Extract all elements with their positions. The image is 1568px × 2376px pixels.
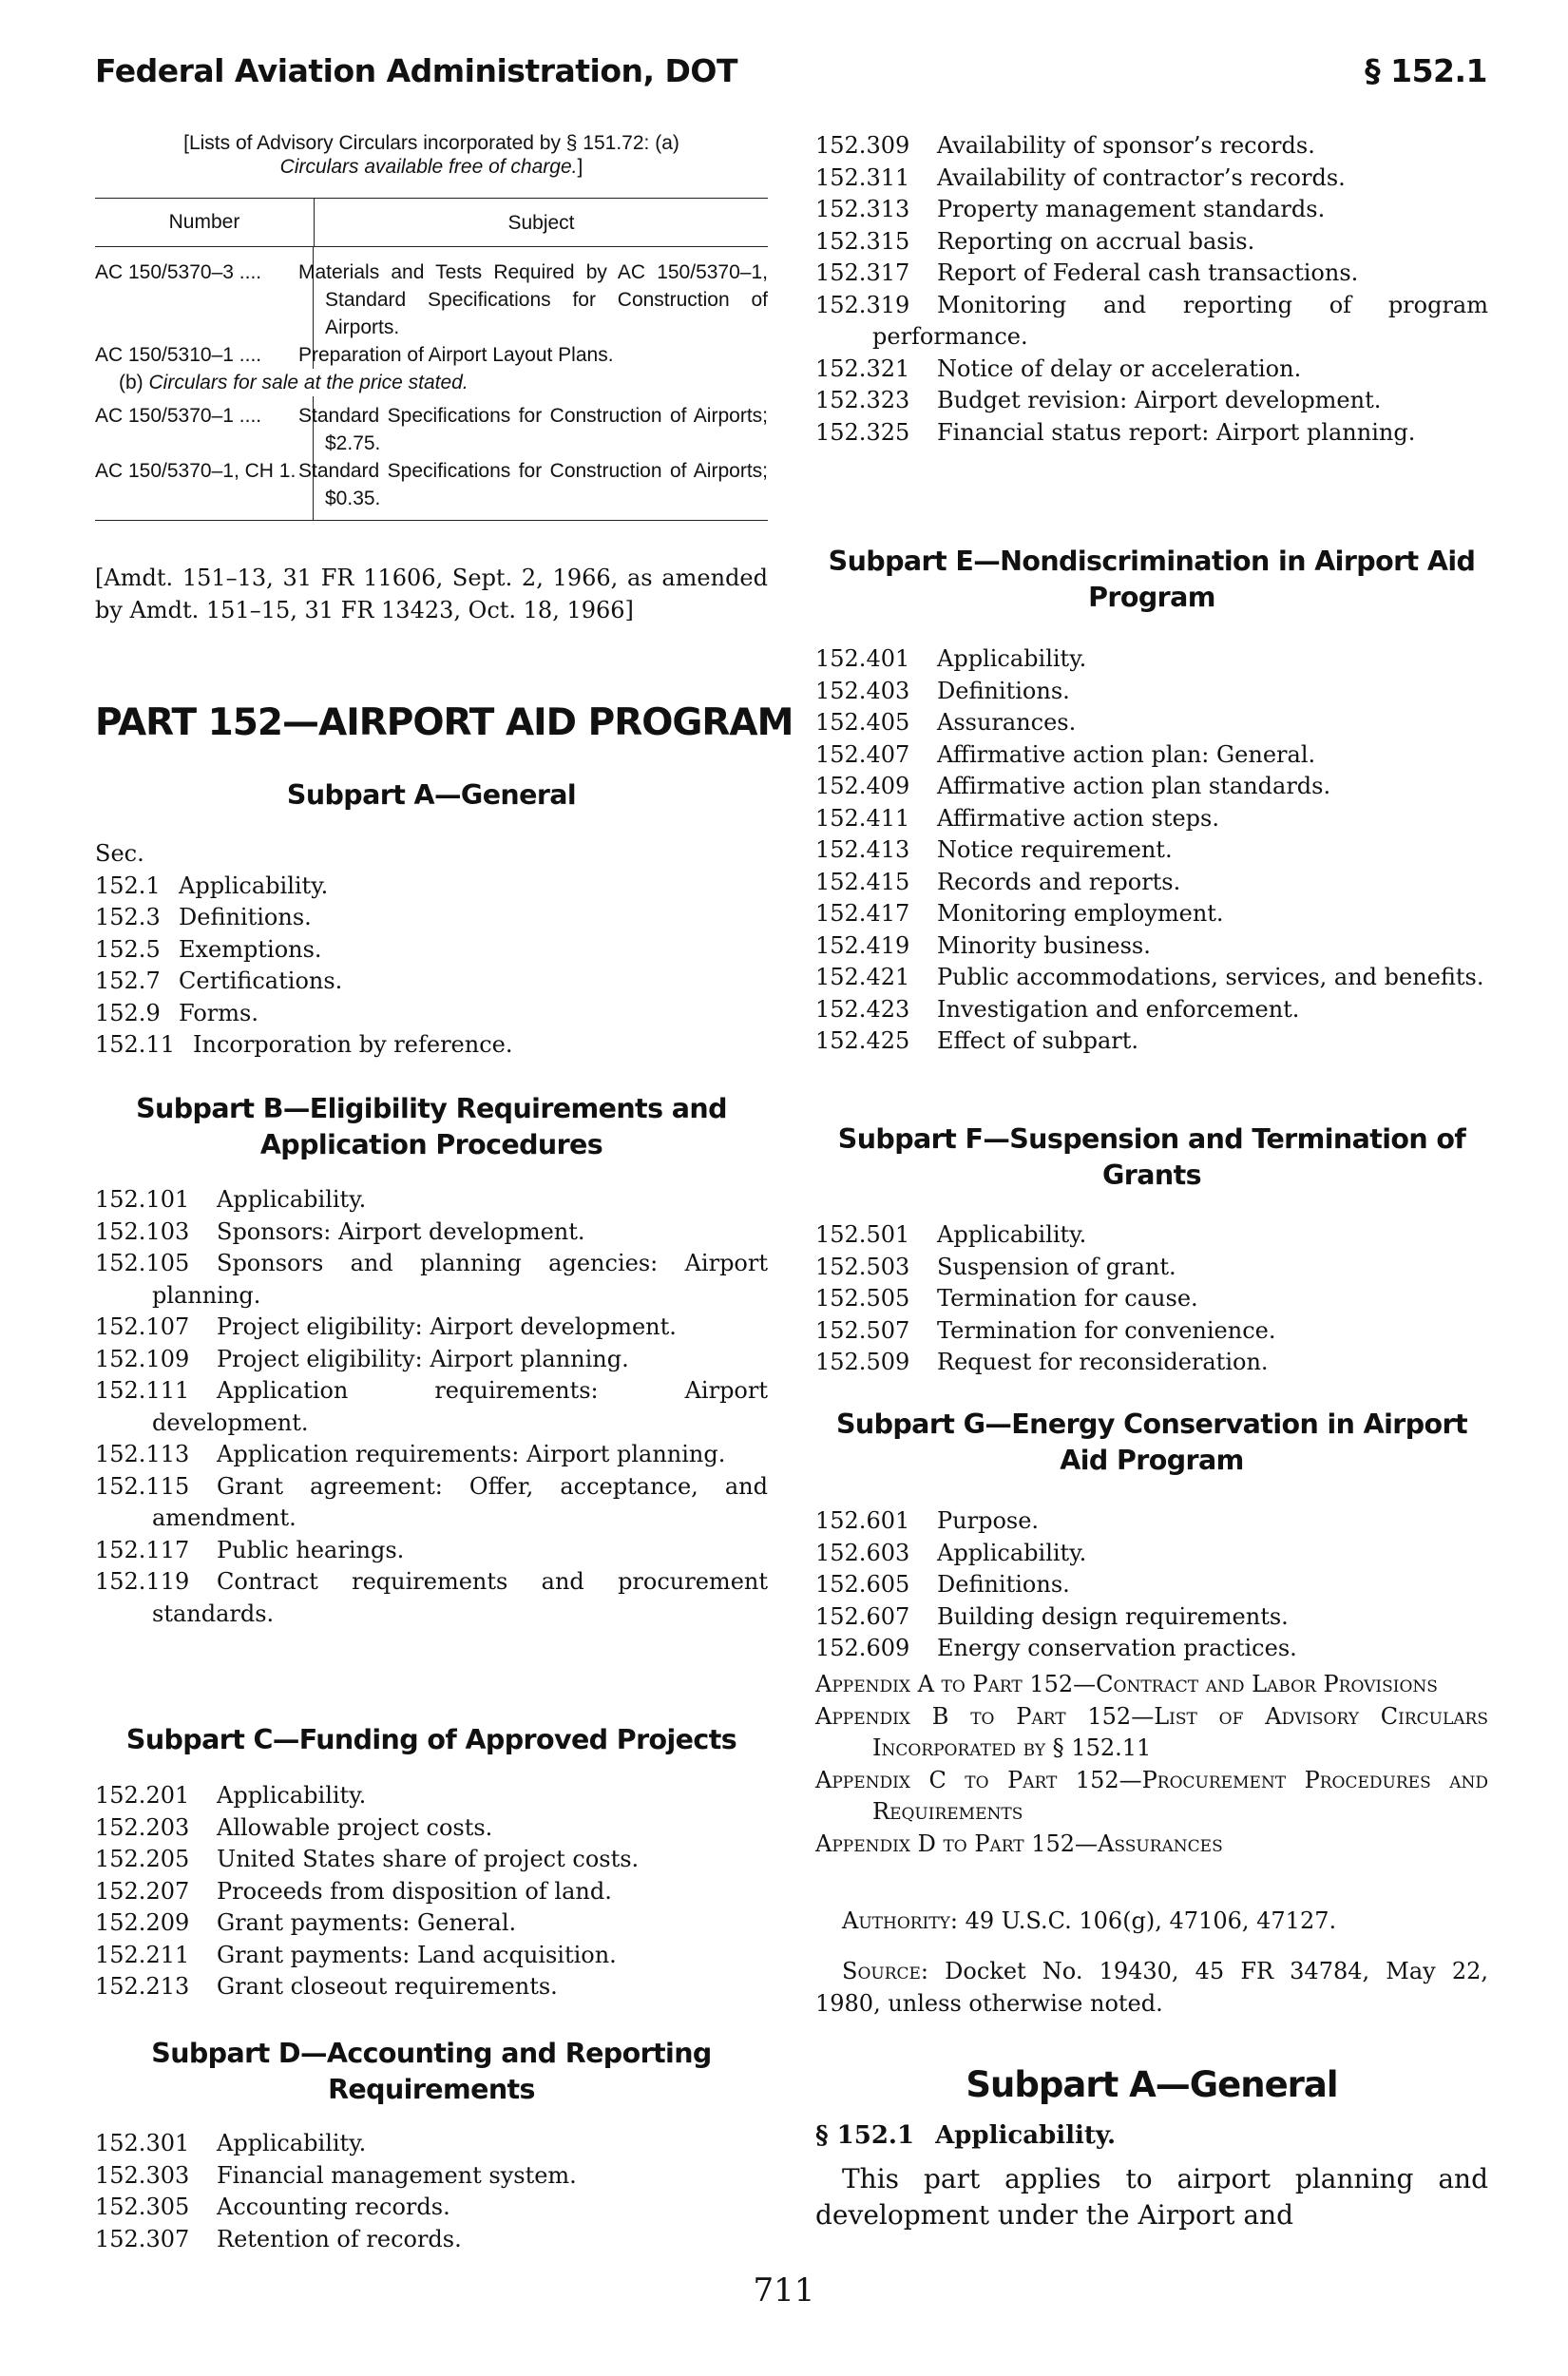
toc-item[interactable] — [95, 1312, 768, 1344]
section-number: 152.211 — [95, 1941, 190, 1968]
body-subpart-heading: Subpart A—General — [966, 2064, 1338, 2105]
section-title: Assurances. — [937, 709, 1077, 736]
section-title: Investigation and enforcement. — [937, 995, 1300, 1023]
section-title: Applicability. — [937, 1221, 1087, 1248]
section-number: 152.11 — [95, 1031, 175, 1058]
section-number: 152.421 — [815, 964, 910, 990]
table-bottom-rule — [95, 520, 768, 521]
section-number: 152.313 — [815, 196, 910, 222]
section-title: Forms. — [179, 999, 258, 1026]
section-number: 152.311 — [815, 163, 910, 191]
toc-item[interactable] — [815, 676, 1488, 708]
section-number: 152.505 — [815, 1285, 910, 1312]
toc-item[interactable] — [95, 1217, 768, 1249]
toc-item[interactable] — [815, 163, 1488, 195]
subpart-a-heading: Subpart A—General — [286, 779, 577, 811]
section-title: Grant closeout requirements. — [217, 1973, 558, 2000]
circular-subject: Materials and Tests Required by AC 150/5370–1, Standard Specifications for Construction of Airports. — [298, 261, 768, 338]
section-number: 152.1 — [95, 872, 161, 899]
section-number: 152.407 — [815, 740, 910, 768]
toc-item[interactable] — [95, 1248, 768, 1312]
circular-subject: Standard Specifications for Construction of Airports; $2.75. — [298, 405, 768, 454]
toc-item[interactable] — [95, 1029, 768, 1062]
subpart-b-heading — [95, 1091, 768, 1163]
circular-number: AC 150/5370–1 .... — [95, 402, 314, 457]
section-number: 152.303 — [95, 2161, 190, 2189]
circular-number: AC 150/5370–3 .... — [95, 259, 314, 341]
circular-subject: Standard Specifications for Construction of Airports; $0.35. — [298, 460, 768, 509]
section-title: Termination for cause. — [937, 1285, 1198, 1312]
section-title: Applicability. — [217, 1782, 367, 1809]
section-heading — [815, 2121, 1488, 2150]
toc-item[interactable] — [815, 1538, 1488, 1570]
section-number: 152.501 — [815, 1221, 910, 1248]
toc-item[interactable] — [95, 1780, 768, 1812]
page-number: 711 — [753, 2271, 815, 2309]
section-number: 152.3 — [95, 904, 161, 930]
section-title: Records and reports. — [937, 868, 1181, 895]
section-number: 152.305 — [95, 2194, 190, 2220]
toc-item[interactable] — [815, 930, 1488, 963]
section-number: 152.403 — [815, 677, 910, 704]
section-number: 152.413 — [815, 836, 910, 863]
toc-subpart-b — [95, 1184, 768, 1630]
section-title: Notice requirement. — [937, 836, 1173, 863]
section-title: Certifications. — [179, 968, 343, 994]
subpart-e-title-line2: Program — [1088, 582, 1215, 613]
section-number: 152.415 — [815, 868, 910, 895]
section-title: Applicability. — [937, 645, 1087, 672]
section-title: Energy conservation practices. — [937, 1635, 1297, 1661]
section-title: Exemptions. — [179, 935, 322, 963]
section-title: Accounting records. — [217, 2194, 450, 2220]
toc-subpart-d-part2 — [815, 130, 1488, 449]
circular-subject: Preparation of Airport Layout Plans. — [298, 344, 614, 366]
section-title: Definitions. — [179, 904, 312, 930]
section-number: 152.317 — [815, 259, 910, 286]
subpart-f-title-line2: Grants — [1102, 1159, 1201, 1191]
toc-item[interactable] — [815, 867, 1488, 899]
section-title: Application requirements: Airport development. — [152, 1377, 768, 1436]
section-number: 152.325 — [815, 418, 910, 446]
toc-item[interactable] — [815, 1315, 1488, 1348]
section-title: Affirmative action plan: General. — [937, 740, 1316, 768]
toc-item[interactable] — [815, 1569, 1488, 1601]
subpart-g-title-line1: Subpart G—Energy Conservation in Airport — [835, 1408, 1468, 1440]
section-number: 152.309 — [815, 132, 910, 159]
toc-item[interactable] — [815, 803, 1488, 835]
section-title: Applicability. — [935, 2121, 1117, 2150]
subpart-g-heading — [815, 1407, 1488, 1479]
toc-item[interactable] — [815, 354, 1488, 386]
toc-item[interactable] — [95, 998, 768, 1030]
section-number: § 152.1 — [815, 2121, 915, 2150]
section-title: Notice of delay or acceleration. — [937, 354, 1302, 382]
section-title: Purpose. — [937, 1507, 1040, 1534]
toc-item[interactable] — [95, 1439, 768, 1471]
section-title: Public hearings. — [217, 1536, 405, 1563]
section-title: Application requirements: Airport planning. — [217, 1441, 726, 1467]
section-number: 152.409 — [815, 773, 910, 799]
section-title: Minority business. — [937, 931, 1151, 959]
section-title: Financial status report: Airport planning. — [937, 418, 1416, 446]
section-title: Sponsors and planning agencies: Airport planning. — [152, 1250, 768, 1309]
section-title: Incorporation by reference. — [193, 1031, 513, 1058]
source-note — [815, 1956, 1488, 2020]
subsection-label: (b) — [119, 372, 143, 393]
section-number: 152.507 — [815, 1316, 910, 1344]
toc-subpart-c — [95, 1780, 768, 2003]
toc-item[interactable] — [815, 994, 1488, 1026]
section-number: 152.601 — [815, 1507, 910, 1534]
section-number: 152.315 — [815, 227, 910, 255]
subpart-d-title-line1: Subpart D—Accounting and Reporting — [151, 2038, 712, 2069]
toc-item[interactable] — [815, 643, 1488, 676]
toc-item[interactable] — [95, 2192, 768, 2224]
toc-item[interactable] — [815, 739, 1488, 772]
section-number: 152.301 — [95, 2130, 190, 2156]
subpart-d-title-line2: Requirements — [328, 2074, 535, 2105]
section-title: Definitions. — [937, 1571, 1070, 1598]
table-row — [95, 259, 768, 341]
subpart-e-heading — [815, 544, 1488, 616]
section-number: 152.117 — [95, 1536, 190, 1563]
section-title: Public accommodations, services, and benefits. — [937, 964, 1484, 990]
toc-item[interactable] — [815, 771, 1488, 803]
section-number: 152.425 — [815, 1027, 910, 1054]
section-number: 152.321 — [815, 354, 910, 382]
toc-item[interactable] — [95, 1471, 768, 1535]
toc-item[interactable] — [95, 902, 768, 934]
section-number: 152.319 — [815, 291, 910, 318]
section-number: 152.5 — [95, 935, 161, 963]
subpart-g-title-line2: Aid Program — [1060, 1445, 1244, 1476]
section-title: Grant agreement: Offer, acceptance, and amendment. — [152, 1472, 768, 1531]
section-number: 152.9 — [95, 999, 161, 1026]
circular-number: AC 150/5310–1 .... — [95, 341, 314, 369]
section-number: 152.7 — [95, 968, 161, 994]
toc-item[interactable] — [95, 1812, 768, 1845]
section-number: 152.105 — [95, 1250, 190, 1276]
section-number: 152.209 — [95, 1909, 190, 1936]
section-title: Monitoring employment. — [937, 900, 1224, 927]
sec-label: Sec. — [95, 840, 144, 867]
table-caption — [95, 131, 768, 179]
toc-item[interactable] — [815, 1252, 1488, 1284]
source-text: Docket No. 19430, 45 FR 34784, May 22, 1980, unless otherwise noted. — [815, 1958, 1488, 2017]
section-title: Property management standards. — [937, 196, 1326, 222]
section-number: 152.323 — [815, 387, 910, 413]
section-title: Request for reconsideration. — [937, 1349, 1269, 1375]
section-number: 152.503 — [815, 1253, 910, 1280]
table-row — [95, 402, 768, 457]
section-number: 152.111 — [95, 1377, 190, 1404]
toc-item[interactable] — [95, 1971, 768, 2003]
toc-item[interactable] — [815, 707, 1488, 739]
section-title: Availability of contractor’s records. — [937, 163, 1346, 191]
toc-item[interactable] — [815, 417, 1488, 450]
section-title: Applicability. — [217, 1186, 367, 1213]
amendment-note: [Amdt. 151–13, 31 FR 11606, Sept. 2, 1966, as amended by Amdt. 151–15, 31 FR 13423, Oct. 18, 1966] — [95, 565, 768, 623]
section-paragraph: This part applies to airport planning and development under the Airport and — [815, 2163, 1488, 2231]
section-title: Building design requirements. — [937, 1602, 1289, 1630]
authority-text: 49 U.S.C. 106(g), 47106, 47127. — [965, 1907, 1337, 1934]
toc-item[interactable] — [815, 194, 1488, 226]
subpart-d-heading — [95, 2036, 768, 2108]
toc-item[interactable] — [815, 226, 1488, 259]
section-title: Applicability. — [217, 2130, 367, 2156]
section-title: Suspension of grant. — [937, 1253, 1176, 1280]
running-header-agency: Federal Aviation Administration, DOT — [95, 52, 737, 89]
toc-item[interactable] — [815, 1347, 1488, 1379]
authority-note — [815, 1906, 1488, 1938]
toc-appendices — [815, 1669, 1488, 1860]
subpart-b-title-line1: Subpart B—Eligibility Requirements and — [136, 1093, 727, 1124]
section-number: 152.603 — [815, 1539, 910, 1566]
section-number: 152.101 — [95, 1186, 190, 1213]
table-subsection-b — [95, 369, 768, 396]
toc-item[interactable] — [95, 2160, 768, 2193]
toc-item[interactable] — [95, 1907, 768, 1940]
section-title: Grant payments: Land acquisition. — [217, 1941, 617, 1968]
toc-item[interactable] — [815, 898, 1488, 930]
toc-item[interactable] — [95, 1535, 768, 1567]
section-title: Termination for convenience. — [937, 1316, 1276, 1344]
section-title: Sponsors: Airport development. — [217, 1217, 585, 1245]
section-title: Retention of records. — [217, 2225, 462, 2252]
section-number: 152.213 — [95, 1973, 190, 2000]
section-title: Affirmative action steps. — [937, 804, 1219, 832]
toc-item[interactable] — [815, 1283, 1488, 1315]
section-title: Budget revision: Airport development. — [937, 387, 1382, 413]
appendix-d-link[interactable]: Appendix D to Part 152—Assurances — [815, 1830, 1223, 1857]
section-title: Affirmative action plan standards. — [937, 773, 1331, 799]
table-caption-italic: Circulars available free of charge. — [279, 156, 578, 178]
toc-item[interactable] — [95, 871, 768, 903]
section-number: 152.201 — [95, 1782, 190, 1809]
column-header-subject: Subject — [507, 211, 575, 234]
section-title: Project eligibility: Airport planning. — [217, 1345, 629, 1372]
section-title: Financial management system. — [217, 2161, 577, 2189]
advisory-circulars-table — [95, 198, 768, 521]
part-title: PART 152—AIRPORT AID PROGRAM — [95, 701, 794, 744]
section-title: Proceeds from disposition of land. — [217, 1877, 612, 1905]
section-number: 152.203 — [95, 1813, 190, 1841]
authority-label: Authority: — [842, 1907, 958, 1934]
section-number: 152.417 — [815, 900, 910, 927]
subpart-f-heading — [815, 1121, 1488, 1194]
toc-subpart-a — [95, 838, 768, 1062]
circular-number: AC 150/5370–1, CH 1. — [95, 457, 314, 512]
section-title: Availability of sponsor’s records. — [937, 132, 1315, 159]
section-title: Contract requirements and procurement standards. — [152, 1568, 768, 1627]
section-number: 152.607 — [815, 1602, 910, 1630]
appendix-a-link[interactable]: Appendix A to Part 152—Contract and Labor Provisions — [815, 1671, 1438, 1697]
toc-item[interactable] — [95, 934, 768, 967]
toc-item[interactable] — [815, 290, 1488, 354]
column-header-number: Number — [95, 199, 315, 246]
section-number: 152.405 — [815, 709, 910, 736]
subpart-e-title-line1: Subpart E—Nondiscrimination in Airport Aid — [828, 546, 1476, 577]
toc-item[interactable] — [815, 1219, 1488, 1252]
section-number: 152.509 — [815, 1349, 910, 1375]
section-title: United States share of project costs. — [217, 1846, 640, 1872]
toc-subpart-d-part1 — [95, 2128, 768, 2255]
section-number: 152.205 — [95, 1846, 190, 1872]
toc-item[interactable] — [815, 834, 1488, 867]
subsection-italic-text: Circulars for sale at the price stated. — [148, 372, 468, 393]
section-number: 152.307 — [95, 2225, 190, 2252]
section-title: Grant payments: General. — [217, 1909, 517, 1936]
section-number: 152.423 — [815, 995, 910, 1023]
toc-item[interactable] — [815, 962, 1488, 994]
subpart-c-heading: Subpart C—Funding of Approved Projects — [125, 1724, 737, 1755]
section-number: 152.609 — [815, 1635, 910, 1661]
section-title: Definitions. — [937, 677, 1070, 704]
running-header-section: § 152.1 — [1365, 52, 1487, 89]
subpart-f-title-line1: Subpart F—Suspension and Termination of — [837, 1123, 1466, 1155]
toc-item[interactable] — [815, 258, 1488, 290]
toc-item[interactable] — [95, 2224, 768, 2256]
section-number: 152.419 — [815, 931, 910, 959]
section-title: Effect of subpart. — [937, 1027, 1139, 1054]
appendix-b-link[interactable]: Appendix B to Part 152—List of Advisory Circulars Incorporated by § 152.11 — [815, 1702, 1488, 1761]
appendix-c-link[interactable]: Appendix C to Part 152—Procurement Procedures and Requirements — [815, 1766, 1488, 1825]
section-title: Applicability. — [937, 1539, 1087, 1566]
section-number: 152.207 — [95, 1877, 190, 1905]
section-title: Report of Federal cash transactions. — [937, 259, 1359, 286]
section-title: Project eligibility: Airport development. — [217, 1313, 677, 1340]
toc-item[interactable] — [95, 1344, 768, 1376]
table-row — [95, 457, 768, 512]
section-number: 152.119 — [95, 1568, 190, 1595]
toc-item[interactable] — [815, 130, 1488, 163]
toc-item[interactable] — [95, 1566, 768, 1630]
section-number: 152.605 — [815, 1571, 910, 1598]
section-number: 152.411 — [815, 804, 910, 832]
section-title: Applicability. — [179, 872, 329, 899]
section-body — [815, 2161, 1488, 2233]
section-number: 152.103 — [95, 1217, 190, 1245]
toc-item[interactable] — [95, 1844, 768, 1876]
section-number: 152.401 — [815, 645, 910, 672]
toc-item[interactable] — [95, 1876, 768, 1908]
table-header-row — [95, 199, 768, 246]
toc-item[interactable] — [815, 385, 1488, 417]
toc-subpart-f — [815, 1219, 1488, 1379]
toc-item[interactable] — [95, 1184, 768, 1217]
section-title: Allowable project costs. — [217, 1813, 493, 1841]
toc-item[interactable] — [95, 1940, 768, 1972]
source-label: Source: — [842, 1958, 929, 1984]
table-row — [95, 341, 768, 369]
subpart-b-title-line2: Application Procedures — [259, 1129, 603, 1160]
caption-bracket: ] — [577, 156, 583, 178]
section-title: Reporting on accrual basis. — [937, 227, 1255, 255]
toc-subpart-e — [815, 643, 1488, 1058]
section-title: Monitoring and reporting of program performance. — [872, 291, 1488, 350]
toc-item[interactable] — [815, 1025, 1488, 1058]
section-number: 152.107 — [95, 1313, 190, 1340]
toc-item[interactable] — [95, 1375, 768, 1439]
toc-item[interactable] — [815, 1633, 1488, 1665]
toc-item[interactable] — [815, 1505, 1488, 1538]
toc-item[interactable] — [95, 2128, 768, 2160]
toc-item[interactable] — [815, 1601, 1488, 1634]
section-number: 152.115 — [95, 1472, 190, 1500]
toc-item[interactable] — [95, 966, 768, 998]
toc-subpart-g — [815, 1505, 1488, 1665]
section-number: 152.109 — [95, 1345, 190, 1372]
section-number: 152.113 — [95, 1441, 190, 1467]
table-caption-line1: [Lists of Advisory Circulars incorporated by § 151.72: (a) — [183, 132, 679, 154]
